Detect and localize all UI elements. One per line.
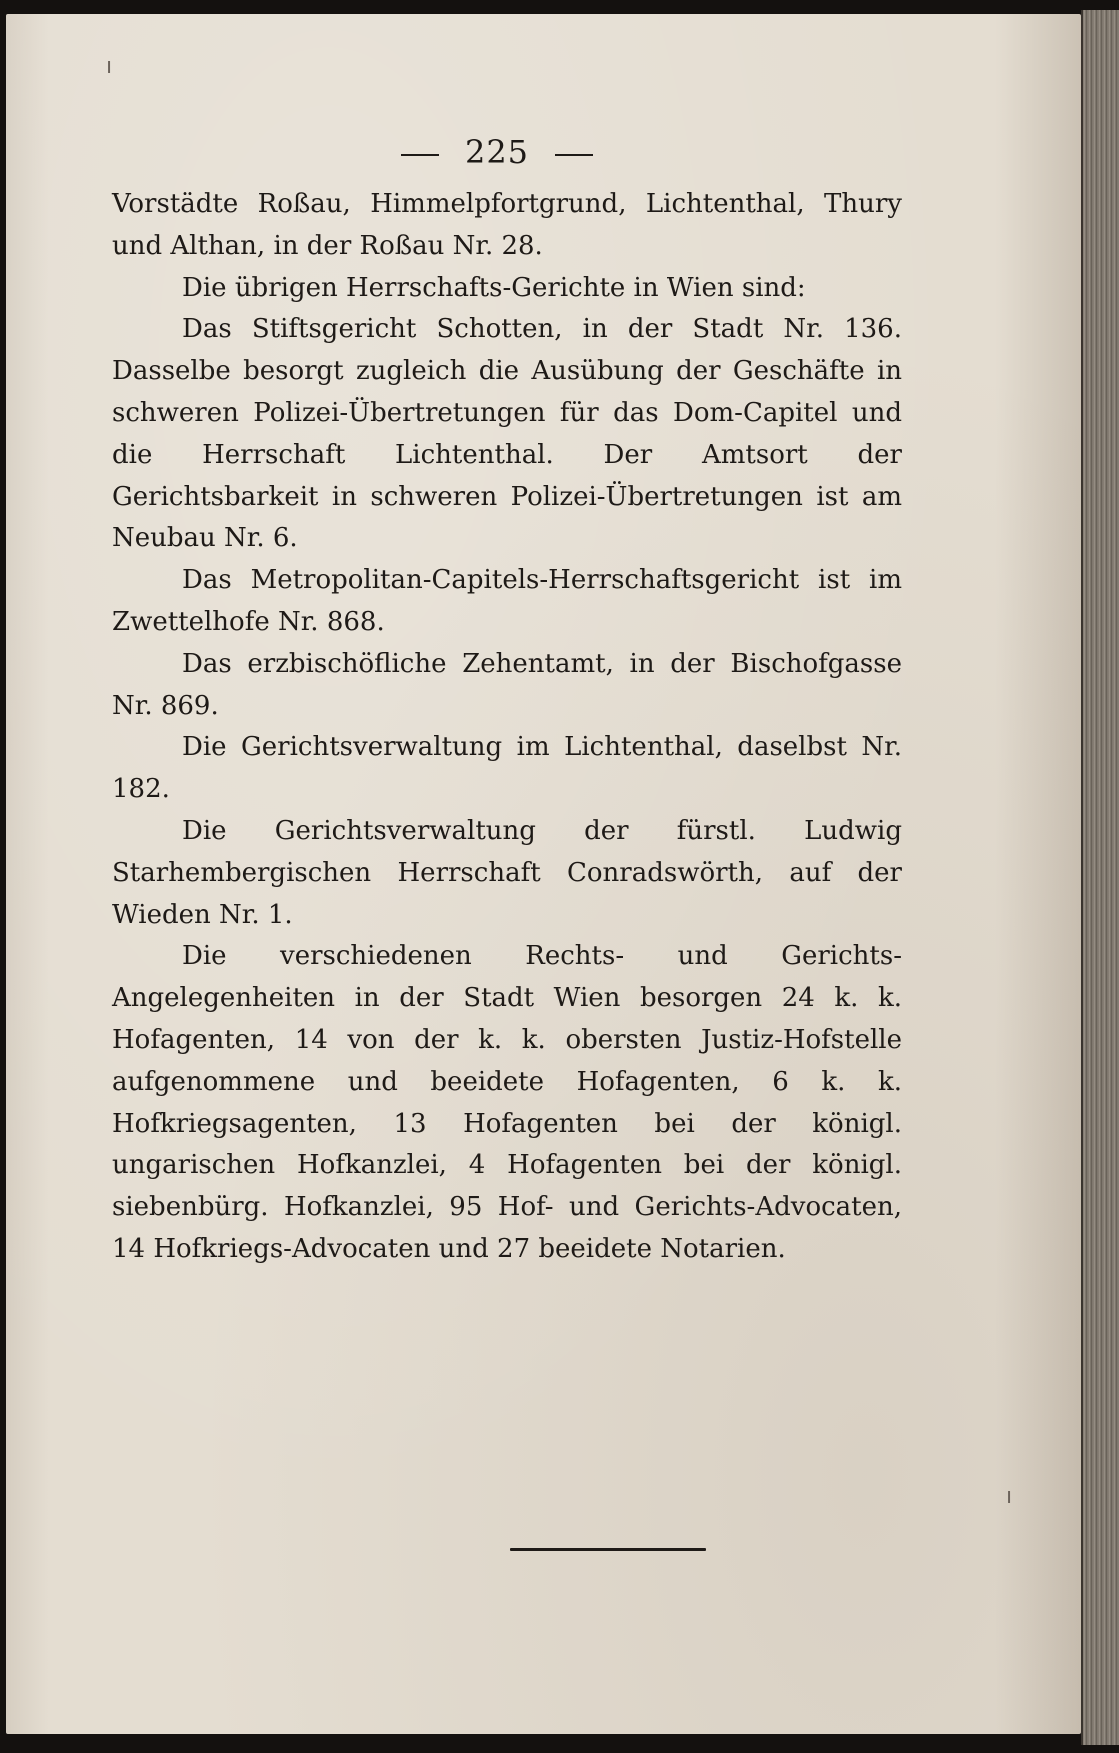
paragraph-stiftsgericht: Das Stiftsgericht Schotten, in der Stadt Nr. 136. Dasselbe besorgt zugleich die Ausübung der Geschäfte in schweren Polizei-Übertretungen für das Dom-Capitel und die Herrschaft Lichtenthal. Der Amtsort der Gerichtsbarkeit in schweren Polizei-Übertretungen ist am Neubau Nr. 6. — [112, 314, 902, 554]
header-dash-right — [555, 154, 593, 156]
paragraph-agents: Die verschiedenen Rechts- und Gerichts-Angelegenheiten in der Stadt Wien besorgen 24 k. k. Hofagenten, 14 von der k. k. obersten Justiz-Hofstelle aufgenommene und beeidete Hofagenten, 6 k. k. Hofkriegsagenten, 13 Hofagenten bei der königl. ungarischen Hofkanzlei, 4 Hofagenten bei der königl. siebenbürg. Hofkanzlei, 95 Hof- und Gerichts-Advocaten, 14 Hofkriegs-Advocaten und 27 beeidete Notarien. — [112, 941, 902, 1264]
paragraph-intro: Die übrigen Herrschafts-Gerichte in Wien sind: — [182, 272, 806, 303]
paragraph-zehentamt: Das erzbischöfliche Zehentamt, in der Bischofgasse Nr. 869. — [112, 648, 902, 721]
header-dash-left — [401, 154, 439, 156]
paragraph-continuation: Vorstädte Roßau, Himmelpfortgrund, Lichtenthal, Thury und Althan, in der Roßau Nr. 28. — [112, 189, 902, 261]
paragraph-metropolitan: Das Metropolitan-Capitels-Herrschaftsgericht ist im Zwettelhofe Nr. 868. — [112, 565, 902, 637]
book-page-edges — [1081, 10, 1119, 1745]
margin-tick-mark: ı — [1006, 1484, 1013, 1509]
page-number: 225 — [464, 133, 530, 171]
section-end-rule — [510, 1548, 706, 1551]
paper-sheet — [6, 14, 1081, 1734]
paragraph-lichtenthal: Die Gerichtsverwaltung im Lichtenthal, daselbst Nr. 182. — [112, 732, 902, 805]
paragraph-starhemberg: Die Gerichtsverwaltung der fürstl. Ludwig Starhembergischen Herrschaft Conradswörth, auf der Wieden Nr. 1. — [112, 815, 902, 930]
page-header — [92, 132, 902, 184]
page-body — [112, 132, 902, 1271]
margin-tick-mark: ı — [106, 54, 113, 79]
